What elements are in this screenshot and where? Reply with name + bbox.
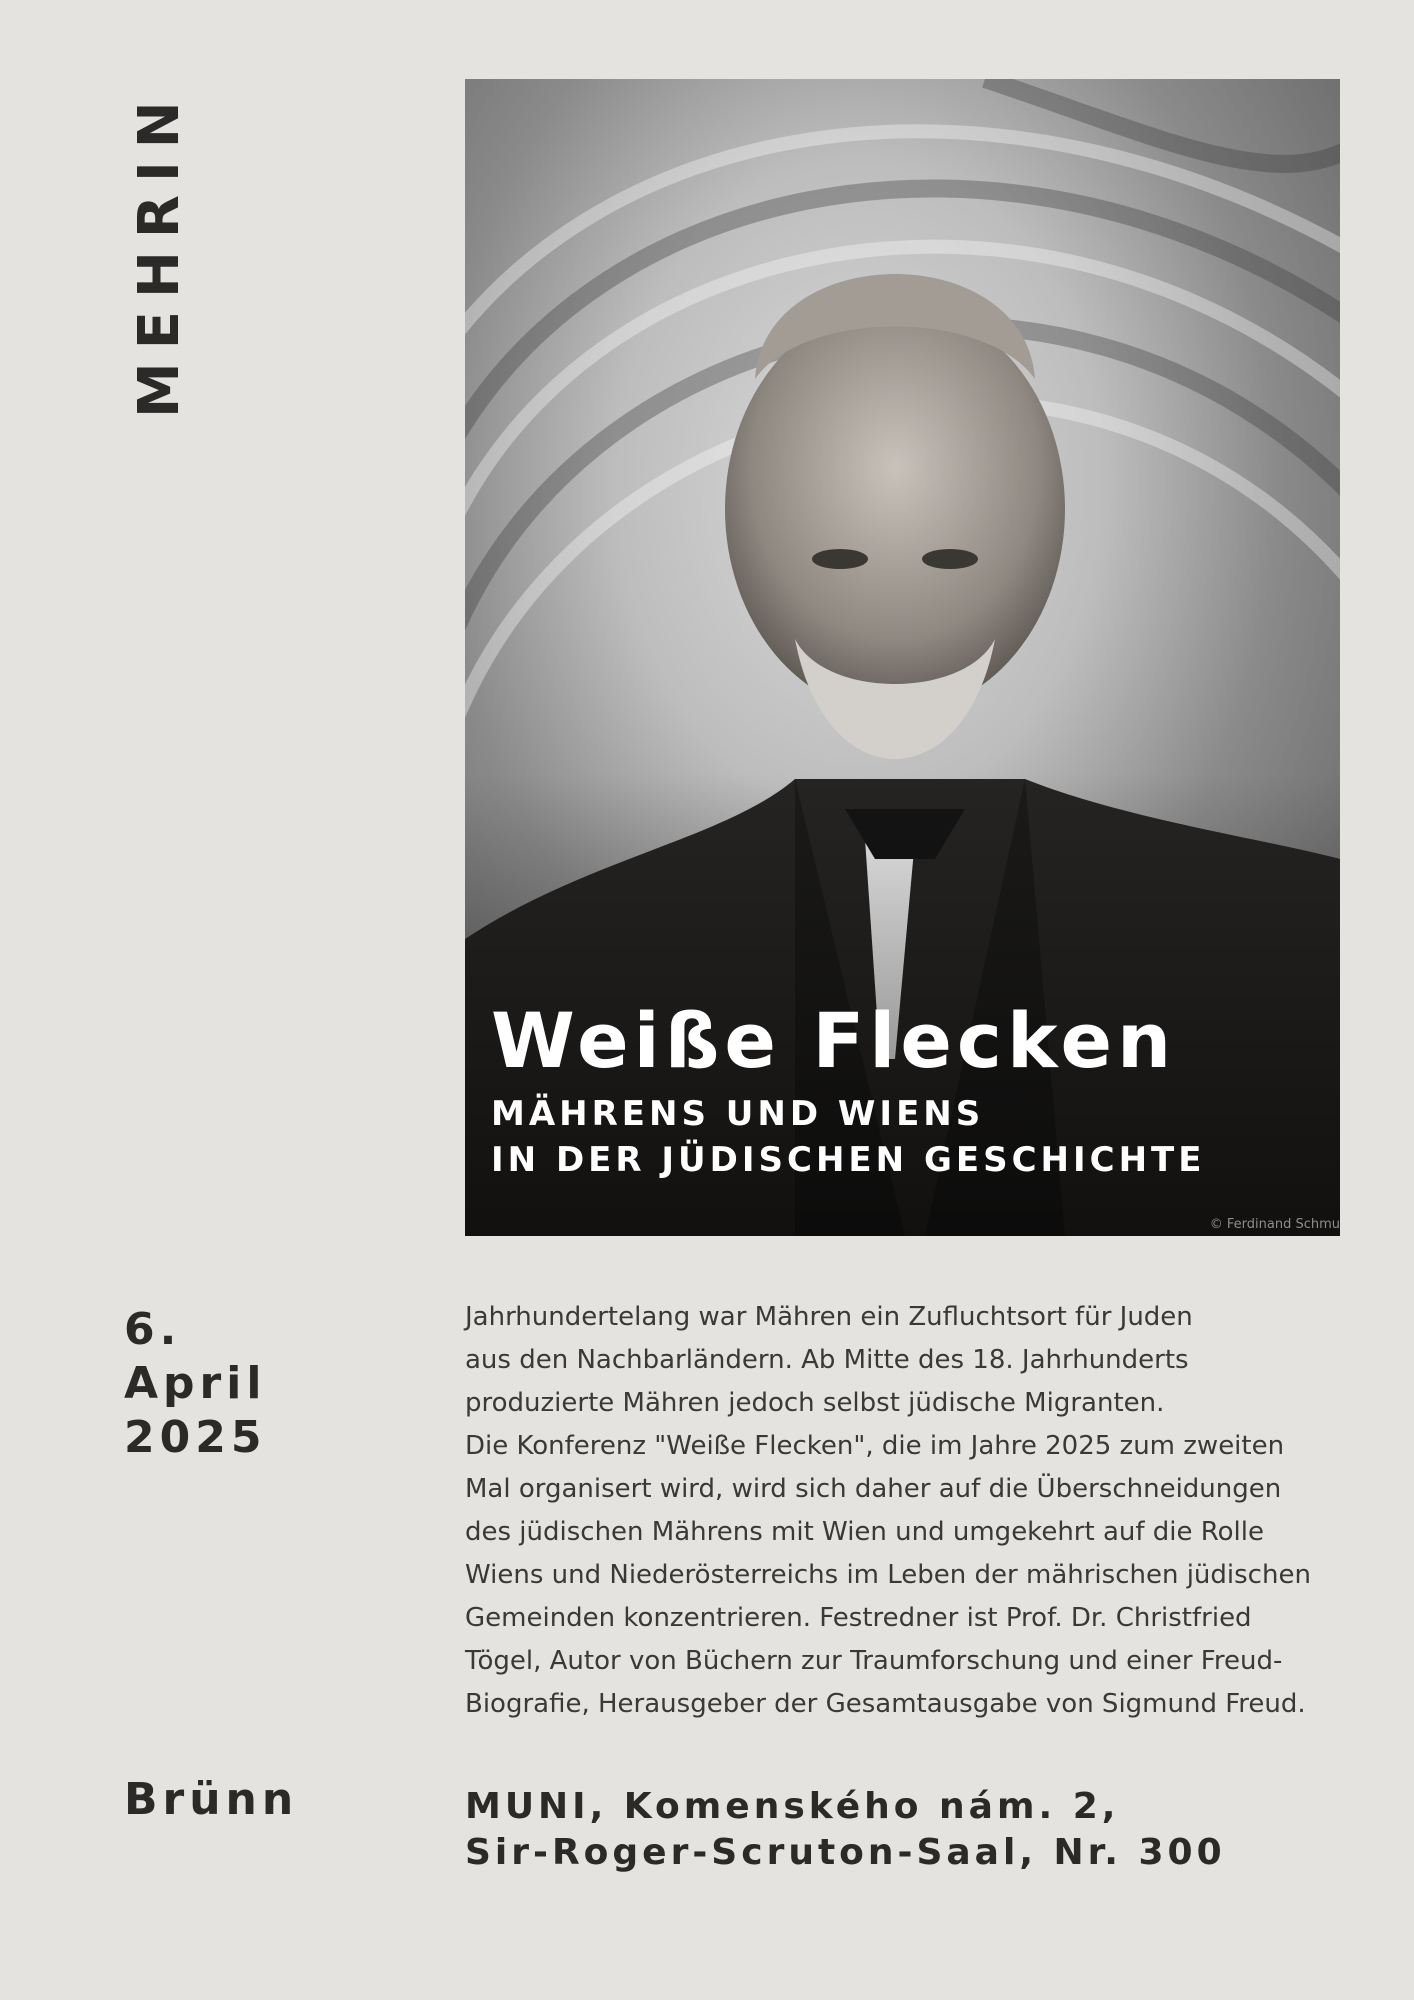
description-line: Wiens und Niederösterreichs im Leben der mährischen jüdischen [465,1560,1311,1590]
headline-subtitle [491,1091,1320,1183]
event-date [124,1303,266,1465]
description-line: Die Konferenz "Weiße Flecken", die im Jahre 2025 zum zweiten [465,1431,1285,1461]
photo-credit: © Ferdinand Schmu [1209,1217,1340,1232]
description-line: des jüdischen Mährens mit Wien und umgekehrt auf die Rolle [465,1517,1265,1547]
headline-title: Weiße Flecken [491,996,1177,1085]
description [465,1296,1345,1726]
description-line: Mal organisert wird, wird sich daher auf die Überschneidungen [465,1474,1282,1504]
date-day: 6. [124,1304,182,1355]
description-line: produzierte Mähren jedoch selbst jüdische Migranten. [465,1388,1165,1418]
date-month: April [124,1358,267,1409]
description-line: aus den Nachbarländern. Ab Mitte des 18. Jahrhunderts [465,1345,1189,1375]
description-line: Tögel, Autor von Büchern zur Traumforschung und einer Freud- [465,1646,1283,1676]
headline [491,996,1320,1183]
event-venue [465,1784,1226,1876]
portrait-photo [465,79,1340,1236]
event-city: Brünn [124,1774,299,1825]
description-line: Gemeinden konzentrieren. Festredner ist Prof. Dr. Christfried [465,1603,1252,1633]
date-year: 2025 [124,1412,267,1463]
description-line: Jahrhundertelang war Mähren ein Zufluchtsort für Juden [465,1302,1193,1332]
brand-wordmark: MEHRIN [127,88,192,418]
headline-subtitle-line: IN DER JÜDISCHEN GESCHICHTE [491,1140,1206,1180]
venue-line: Sir-Roger-Scruton-Saal, Nr. 300 [465,1832,1226,1873]
headline-subtitle-line: MÄHRENS UND WIENS [491,1094,985,1134]
venue-line: MUNI, Komenského nám. 2, [465,1786,1120,1827]
description-line: Biografie, Herausgeber der Gesamtausgabe von Sigmund Freud. [465,1689,1306,1719]
